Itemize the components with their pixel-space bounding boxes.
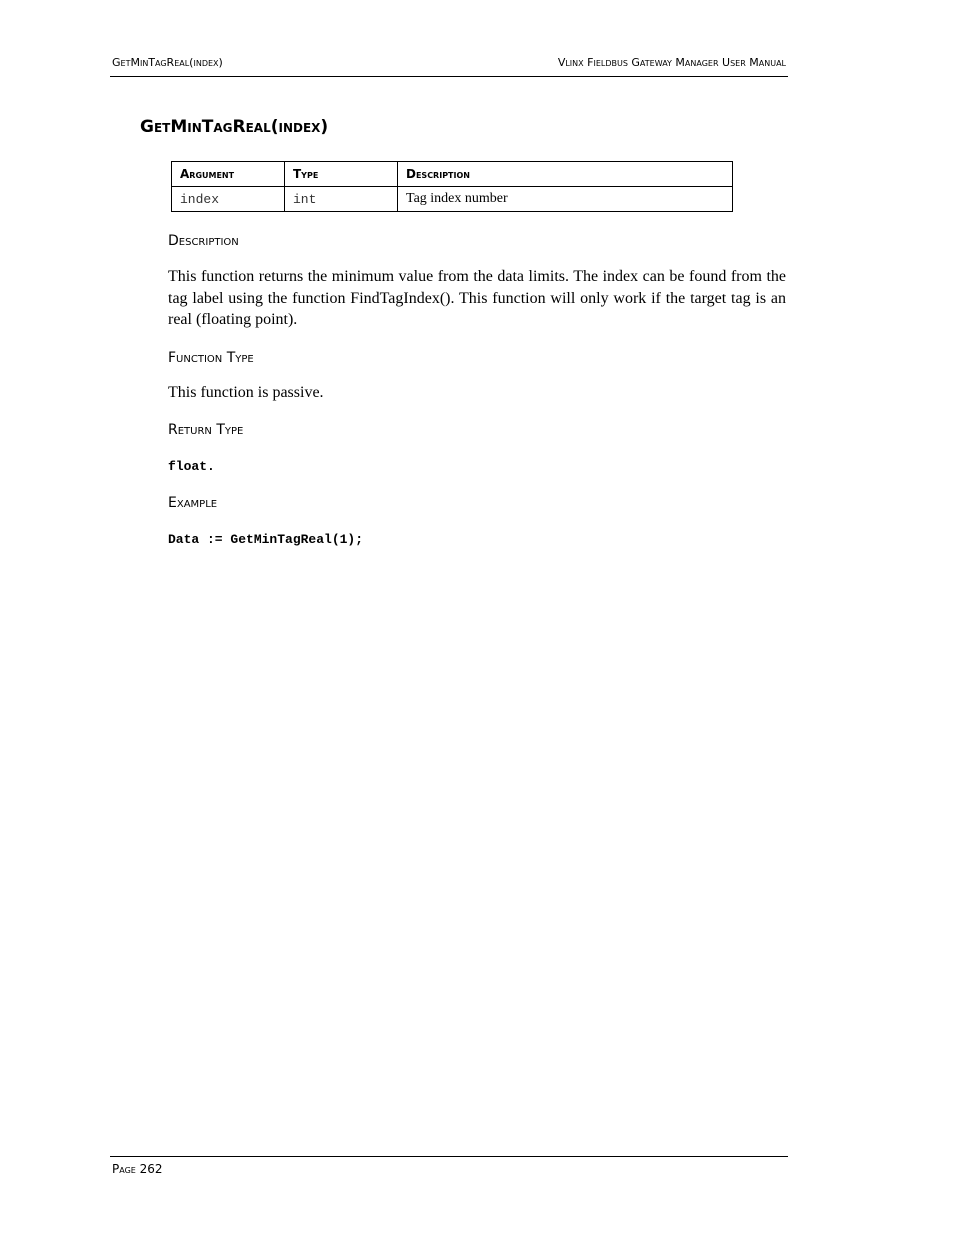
argument-type-cell: int xyxy=(285,187,398,212)
column-header-argument: Argument xyxy=(172,162,285,187)
running-header-right: Vlinx Fieldbus Gateway Manager User Manual xyxy=(557,56,786,69)
return-type-code: float. xyxy=(168,459,215,474)
table-row xyxy=(172,187,733,212)
page-number: Page 262 xyxy=(112,1162,163,1176)
page-title: GetMinTagReal(index) xyxy=(140,117,329,137)
arguments-table xyxy=(171,161,733,212)
argument-name-cell: index xyxy=(172,187,285,212)
description-heading: Description xyxy=(168,233,239,249)
example-heading: Example xyxy=(168,495,218,511)
example-code: Data := GetMinTagReal(1); xyxy=(168,532,364,547)
function-type-text: This function is passive. xyxy=(168,384,324,401)
footer-divider xyxy=(110,1156,788,1157)
return-type-heading: Return Type xyxy=(168,422,244,438)
running-header-left: GetMinTagReal(index) xyxy=(112,56,223,69)
table-header-row xyxy=(172,162,733,187)
column-header-description: Description xyxy=(398,162,733,187)
function-type-heading: Function Type xyxy=(168,350,254,366)
column-header-type: Type xyxy=(285,162,398,187)
header-divider xyxy=(110,76,788,77)
description-text: This function returns the minimum value from the data limits. The index can be found from the tag label using the function FindTagIndex(). This function will only work if the target tag is an real (floating point). xyxy=(168,268,786,328)
argument-description-cell: Tag index number xyxy=(398,187,733,212)
